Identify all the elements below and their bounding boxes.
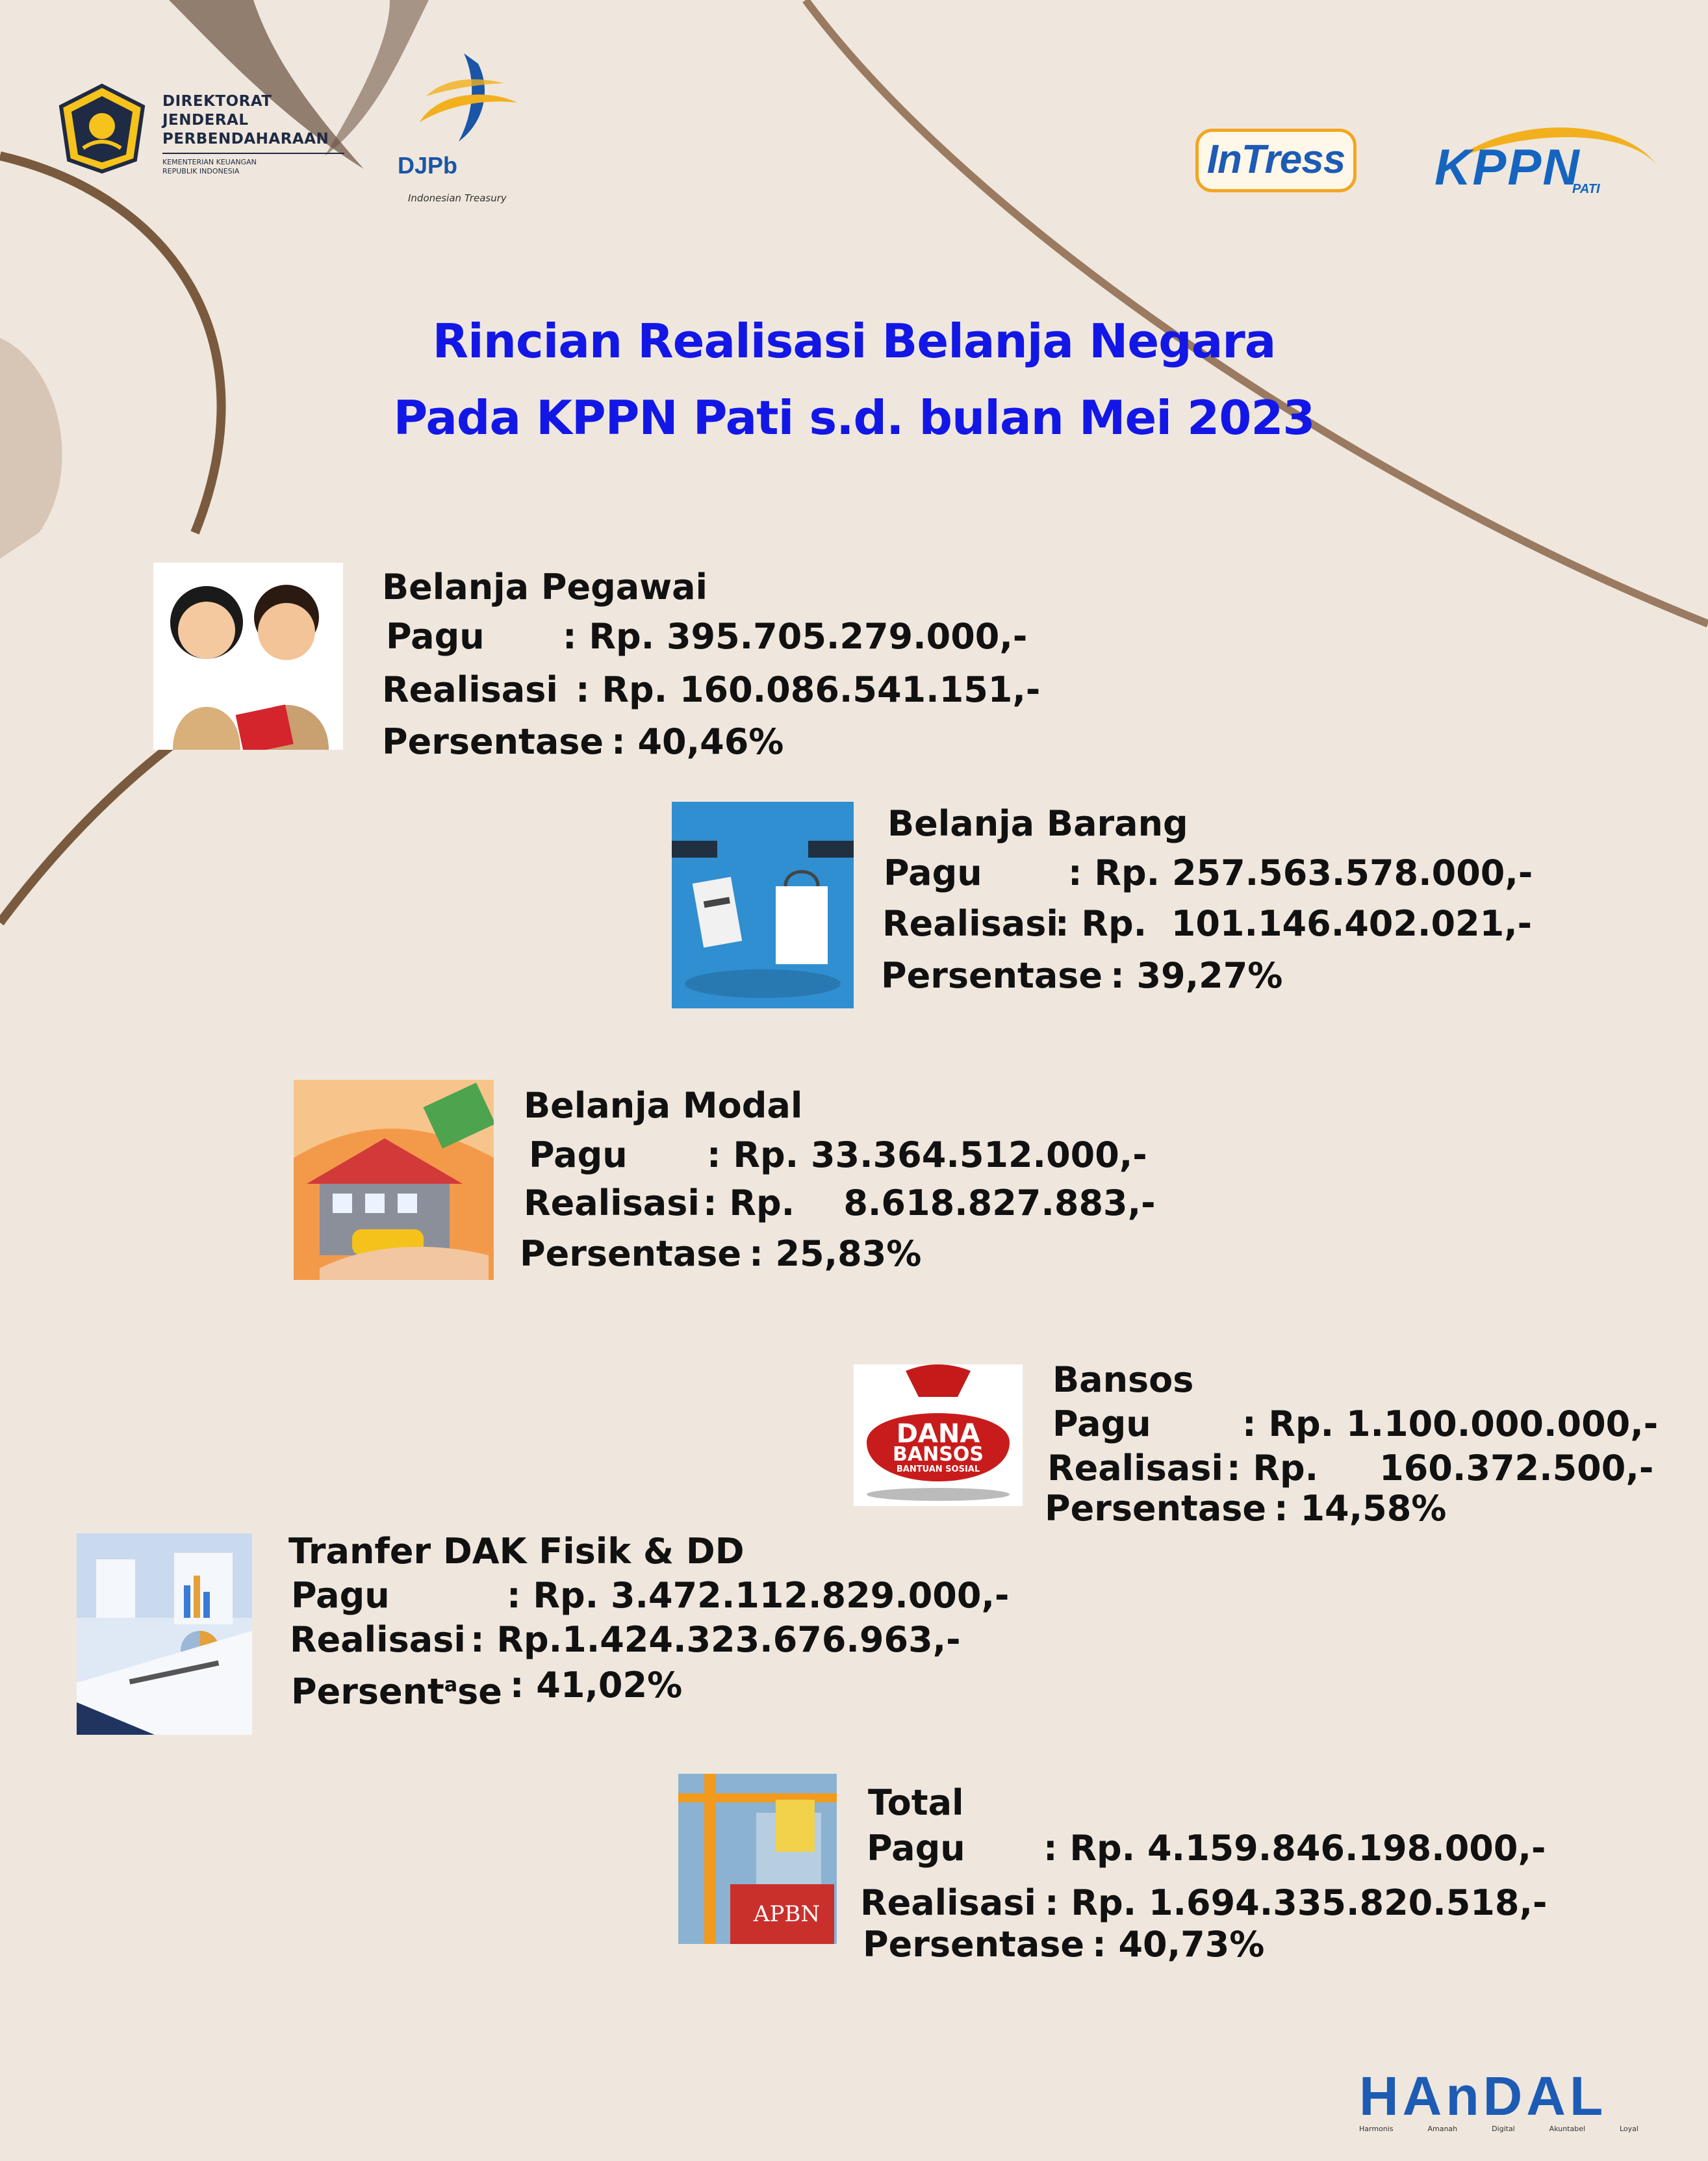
pagu-value: : Rp. 4.159.846.198.000,-: [1043, 1828, 1546, 1869]
tranfer-illustration: [77, 1533, 252, 1735]
kemenkeu-text-block: [162, 92, 357, 176]
pagu-value: : Rp. 257.563.578.000,-: [1068, 852, 1533, 893]
intress-logo: [1195, 129, 1357, 192]
kemenkeu-emblem-icon: [57, 83, 147, 174]
pagu-value: : Rp. 395.705.279.000,-: [563, 616, 1028, 657]
section-belanja-barang: [881, 799, 1533, 1001]
persentase-label-sup: a: [444, 1674, 458, 1696]
pagu-label: Pagu: [1052, 1403, 1151, 1444]
realisasi-value: : Rp. 101.146.402.021,-: [1055, 903, 1533, 944]
persentase-value: : 14,58%: [1274, 1488, 1447, 1529]
pagu-value: : Rp. 33.364.512.000,-: [707, 1134, 1147, 1175]
modal-illustration: [294, 1080, 494, 1280]
realisasi-label: Realisasi: [860, 1882, 1036, 1923]
bansos-illustration: [854, 1364, 1023, 1506]
handal-value: Digital: [1492, 2125, 1515, 2133]
pagu-label: Pagu: [386, 616, 485, 657]
persentase-label: Persentase: [863, 1924, 1085, 1965]
persentase-label: Persentase: [382, 721, 604, 762]
section-heading: Tranfer DAK Fisik & DD: [288, 1531, 745, 1572]
realisasi-value: : Rp. 8.618.827.883,-: [703, 1183, 1156, 1223]
section-tranfer-dak: [288, 1529, 1009, 1714]
persentase-label-part-b: se: [457, 1671, 502, 1712]
persentase-label: Persentase: [881, 955, 1103, 996]
section-heading: Belanja Modal: [524, 1085, 803, 1126]
pagu-label: Pagu: [867, 1828, 965, 1869]
bansos-bag-line2: BANSOS: [893, 1443, 984, 1466]
pagu-label: Pagu: [291, 1575, 390, 1616]
bansos-bag-line1: DANA: [896, 1419, 980, 1449]
intress-logo-text: InTress: [1206, 137, 1345, 182]
pagu-value: : Rp. 3.472.112.829.000,-: [507, 1575, 1010, 1616]
kemenkeu-line1: DIREKTORAT JENDERAL: [162, 93, 272, 129]
bansos-bag-line3: BANTUAN SOSIAL: [896, 1464, 980, 1474]
kemenkeu-line3: KEMENTERIAN KEUANGAN: [162, 158, 257, 166]
kemenkeu-line4: REPUBLIK INDONESIA: [162, 167, 240, 175]
title-line-2: Pada KPPN Pati s.d. bulan Mei 2023: [393, 390, 1315, 445]
realisasi-label: Realisasi: [882, 903, 1058, 944]
djpb-name: DJPb: [398, 152, 458, 179]
section-belanja-pegawai: [382, 563, 1040, 767]
page-title: [0, 303, 1708, 456]
persentase-label-part-a: Persent: [291, 1671, 444, 1712]
persentase-label: Persentase: [1045, 1488, 1267, 1529]
djpb-logo-icon: [413, 51, 524, 155]
handal-word: HAnDAL: [1359, 2065, 1607, 2127]
persentase-value: : 41,02%: [509, 1665, 683, 1706]
realisasi-value: : Rp. 160.086.541.151,-: [576, 669, 1041, 710]
handal-values: [1359, 2125, 1638, 2133]
section-heading: Belanja Pegawai: [382, 567, 708, 607]
section-heading: Bansos: [1052, 1359, 1194, 1400]
section-bansos: [1045, 1358, 1659, 1531]
pagu-value: : Rp. 1.100.000.000,-: [1242, 1403, 1659, 1444]
handal-logo: [1359, 2065, 1638, 2133]
realisasi-value: : Rp.1.424.323.676.963,-: [470, 1619, 961, 1660]
barang-illustration: [672, 802, 854, 1008]
kppn-logo-sub: PATI: [1572, 182, 1600, 196]
kppn-logo-text: KPPN: [1434, 138, 1581, 196]
kemenkeu-divider: [162, 153, 344, 154]
section-belanja-modal: [520, 1081, 1156, 1279]
pagu-label: Pagu: [529, 1134, 628, 1175]
realisasi-label: Realisasi: [1047, 1448, 1223, 1489]
apbn-illustration: [678, 1774, 837, 1944]
kemenkeu-line2: PERBENDAHARAAN: [162, 131, 329, 147]
persentase-value: : 40,73%: [1092, 1924, 1265, 1965]
apbn-label: APBN: [753, 1901, 821, 1927]
persentase-label: Persentase: [520, 1233, 742, 1274]
realisasi-label: Realisasi: [290, 1619, 466, 1660]
title-line-1: Rincian Realisasi Belanja Negara: [432, 314, 1276, 368]
persentase-value: : 39,27%: [1110, 955, 1283, 996]
handal-value: Amanah: [1427, 2125, 1458, 2133]
section-heading: Total: [868, 1782, 964, 1823]
handal-value: Harmonis: [1359, 2125, 1394, 2133]
pegawai-illustration: [153, 563, 343, 750]
persentase-value: : 40,46%: [611, 721, 784, 762]
persentase-label: [291, 1663, 502, 1714]
handal-value: Akuntabel: [1549, 2125, 1586, 2133]
section-total: [860, 1780, 1548, 1967]
section-heading: Belanja Barang: [887, 803, 1188, 844]
realisasi-label: Realisasi: [382, 669, 558, 710]
persentase-value: : 25,83%: [749, 1233, 922, 1274]
handal-value: Loyal: [1619, 2125, 1638, 2133]
realisasi-value: : Rp. 160.372.500,-: [1227, 1448, 1654, 1489]
djpb-subtitle: Indonesian Treasury: [408, 192, 507, 204]
realisasi-label: Realisasi: [524, 1183, 700, 1223]
pagu-label: Pagu: [884, 852, 982, 893]
realisasi-value: : Rp. 1.694.335.820.518,-: [1045, 1882, 1548, 1923]
